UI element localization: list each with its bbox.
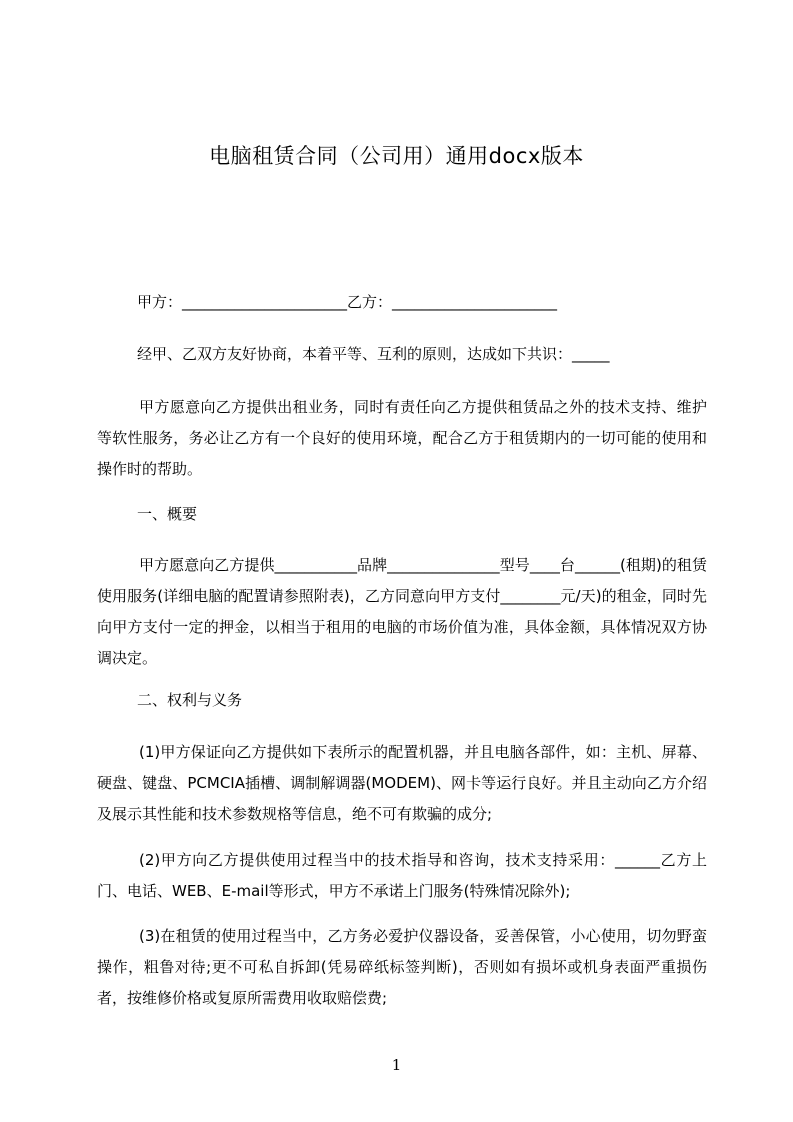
intro-paragraph: 甲方愿意向乙方提供出租业务，同时有责任向乙方提供租赁品之外的技术支持、维护等软性服务，务必让乙方有一个良好的使用环境，配合乙方于租赁期内的一切可能的使用和操作时的帮助。: [97, 398, 707, 478]
section-heading-overview: 一、概要: [137, 505, 198, 523]
clause-3: (3)在租赁的使用过程当中，乙方务必爱护仪器设备，妥善保管，小心使用，切勿野蛮操作，粗鲁对待;更不可私自拆卸(凭易碎纸标签判断)，否则如有损坏或机身表面严重损伤者，按维修价格或复原所需费用收取赔偿费;: [97, 927, 707, 1007]
consensus-line: 经甲、乙双方友好协商，本着平等、互利的原则，达成如下共识：_____: [137, 345, 610, 363]
page-number: 1: [391, 1056, 402, 1074]
parties-line: 甲方：______________________乙方：______________________: [137, 293, 558, 311]
document-title: 电脑租赁合同（公司用）通用docx版本: [209, 144, 584, 168]
clause-1: (1)甲方保证向乙方提供如下表所示的配置机器，并且电脑各部件，如：主机、屏幕、硬盘、键盘、PCMCIA插槽、调制解调器(MODEM)、网卡等运行良好。并且主动向乙方介绍及展示其性能和技术参数规格等信息，绝不可有欺骗的成分;: [97, 743, 707, 823]
overview-paragraph: 甲方愿意向乙方提供___________品牌_______________型号____台______(租期)的租赁使用服务(详细电脑的配置请参照附表)，乙方同意向甲方支付________元/天)的租金，同时先向甲方支付一定的押金，以相当于租用的电脑的市场价值为准，具体金额，具体情况双方协调决定。: [97, 556, 707, 667]
clause-2: (2)甲方向乙方提供使用过程当中的技术指导和咨询，技术支持采用：______乙方上门、电话、WEB、E-mail等形式，甲方不承诺上门服务(特殊情况除外);: [97, 851, 707, 900]
section-heading-rights: 二、权利与义务: [137, 691, 243, 709]
